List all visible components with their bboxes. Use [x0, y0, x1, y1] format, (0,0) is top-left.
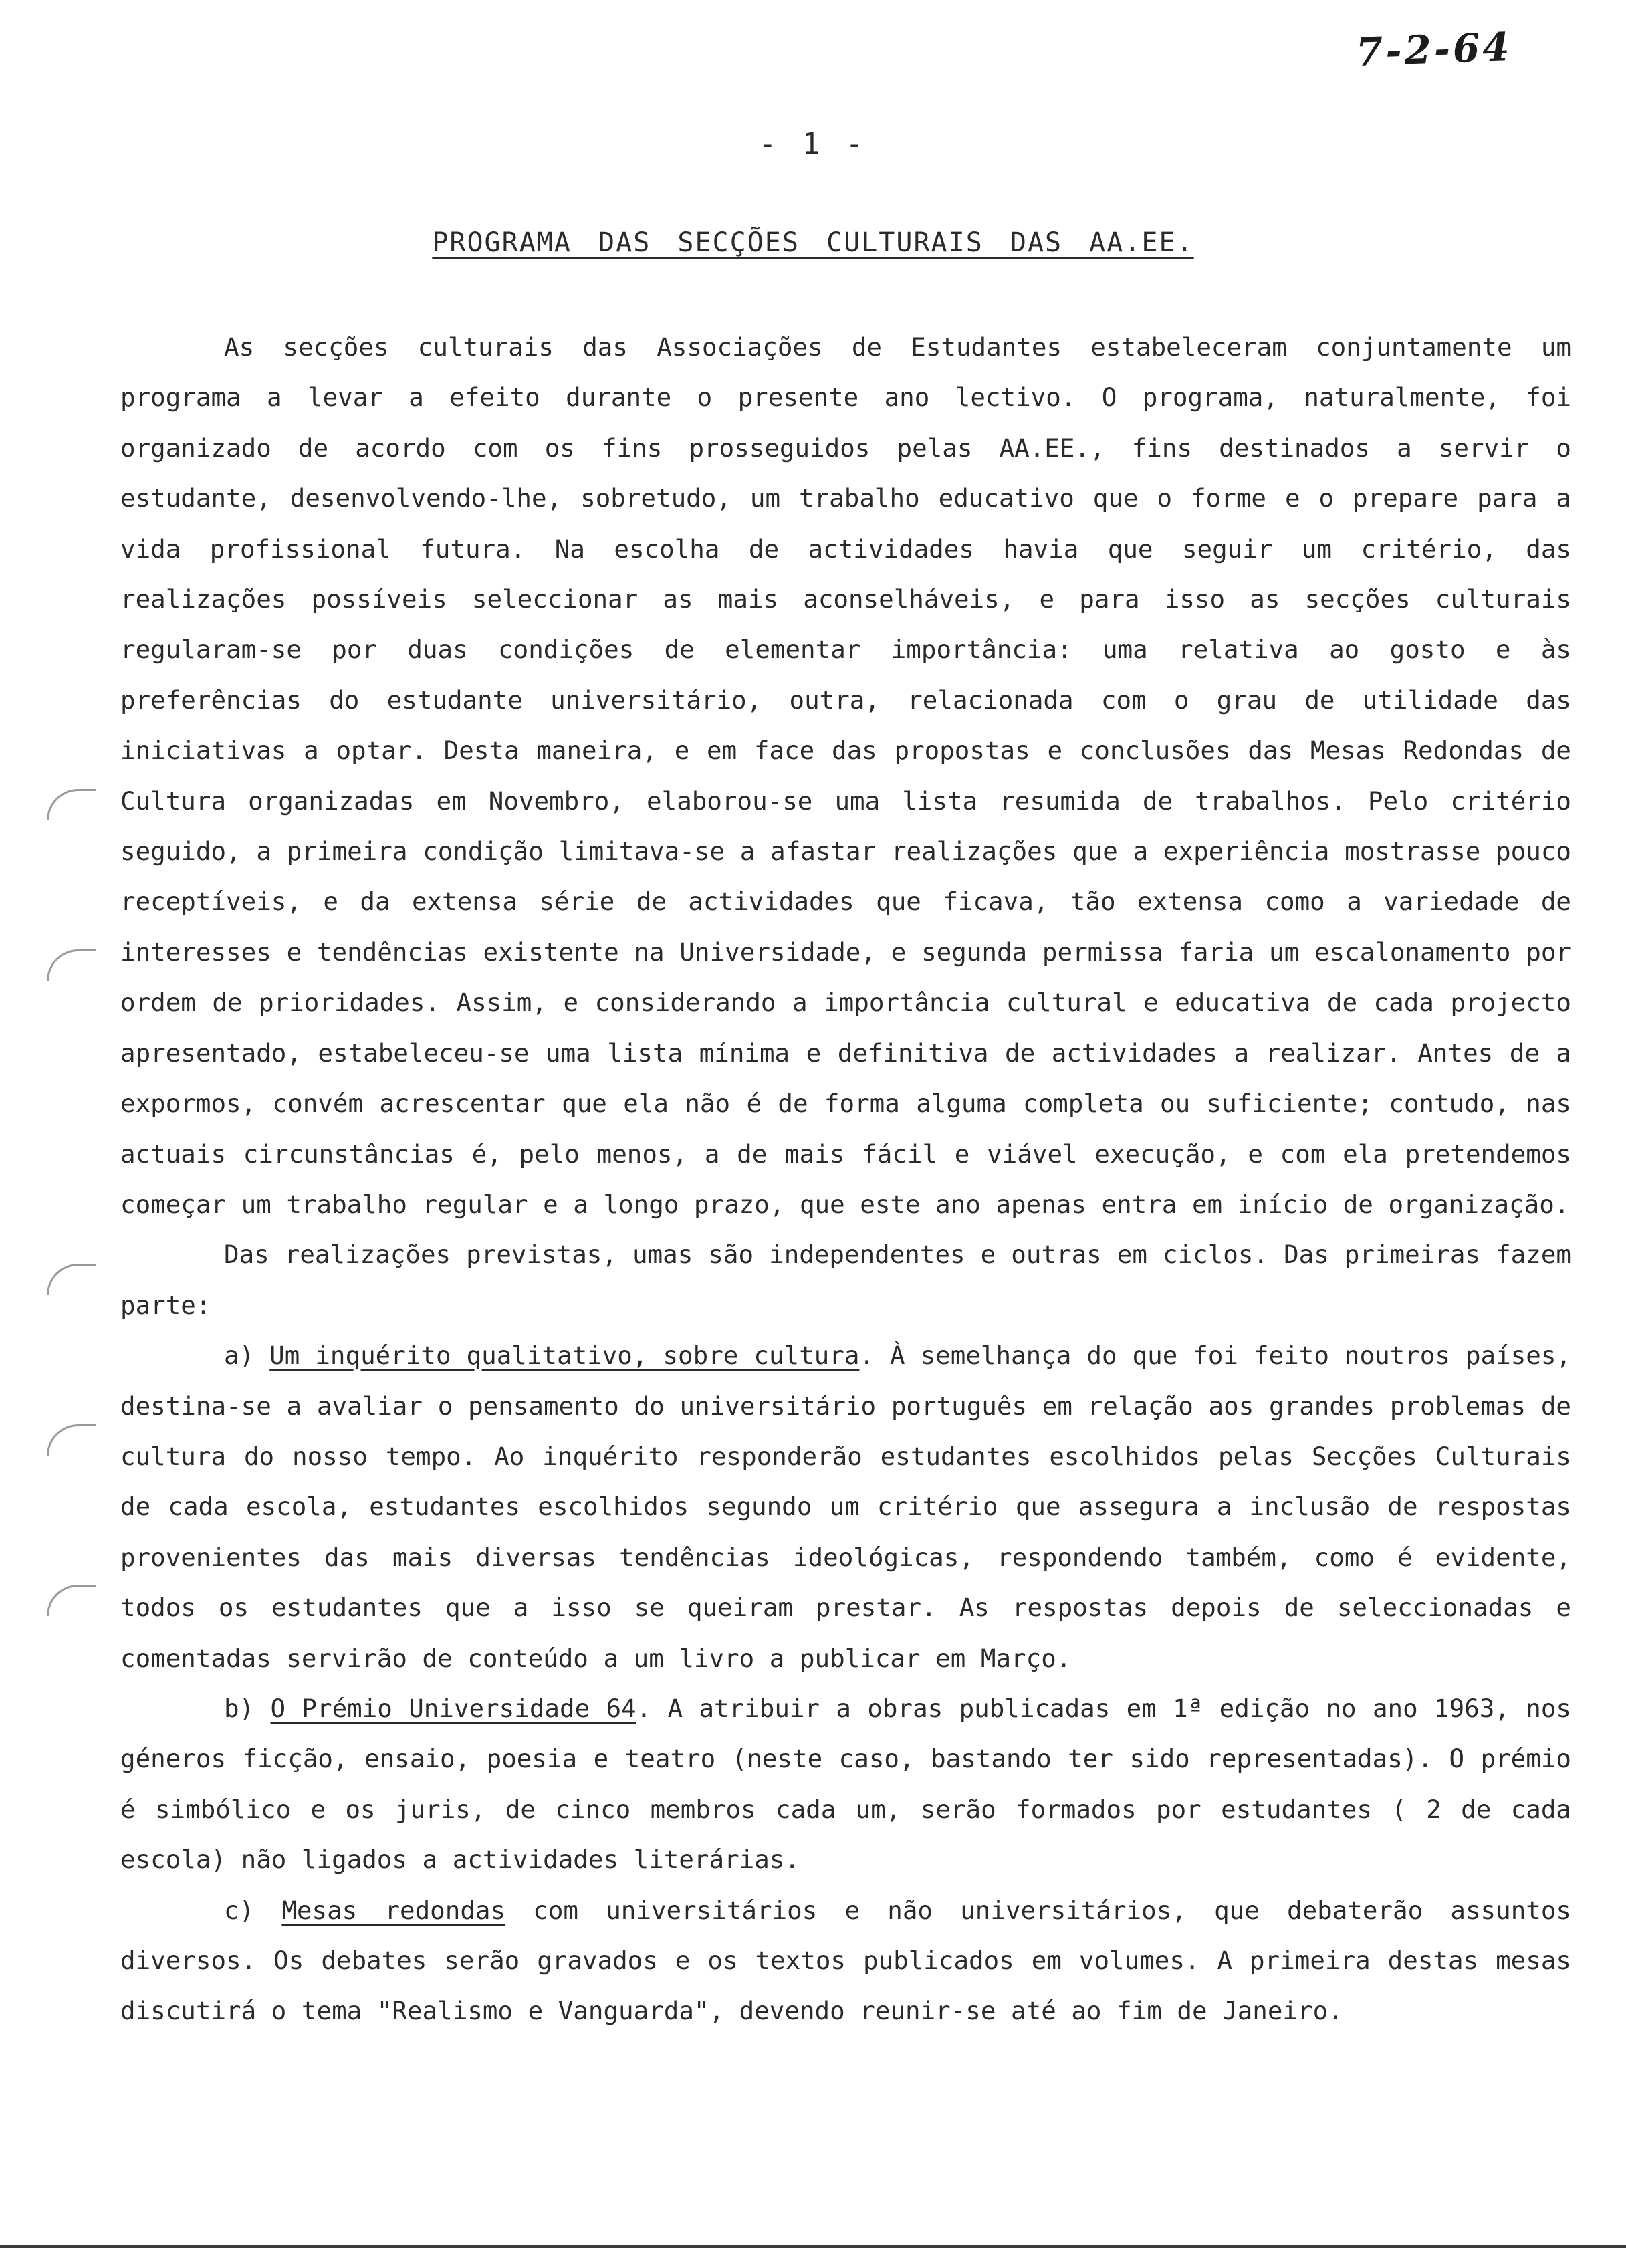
punch-hole-mark [47, 1585, 96, 1616]
page-number: - 1 - [758, 127, 868, 161]
item-text: . À semelhança do que foi feito noutros países, destina-se a avaliar o pensamento do universitário português em relação aos grandes problemas de cultura do nosso tempo. Ao inquérito responderão estudantes escolhidos pelas Secções Culturais de cada escola, estudantes escolhidos segundo um critério que assegura a inclusão de respostas provenientes das mais diversas tendências ideológicas, respondendo também, como é evidente, todos os estudantes que a isso se queiram prestar. As respostas depois de seleccionadas e comentadas servirão de conteúdo a um livro a publicar em Março. [120, 1341, 1572, 1673]
list-item-b [120, 1684, 1571, 1886]
item-heading: Um inquérito qualitativo, sobre cultura [269, 1341, 860, 1371]
item-text: com universitários e não universitários, que debaterão assuntos diversos. Os debates serão gravados e os textos publicados em volumes. A primeira destas mesas discutirá o tema "Realismo e Vanguarda", devendo reunir-se até ao fim de Janeiro. [120, 1895, 1572, 2026]
punch-hole-mark [47, 1424, 96, 1456]
item-text: . A atribuir a obras publicadas em 1ª edição no ano 1963, nos géneros ficção, ensaio, poesia e teatro (neste caso, bastando ter sido representadas). O prémio é simbólico e os juris, de cinco membros cada um, serão formados por estudantes ( 2 de cada escola) não ligados a actividades literárias. [120, 1693, 1571, 1875]
item-heading: Mesas redondas [281, 1895, 506, 1925]
list-item-a [120, 1331, 1571, 1684]
document-title: PROGRAMA DAS SECÇÕES CULTURAIS DAS AA.EE. [432, 227, 1194, 258]
list-item-c [120, 1886, 1571, 2037]
paragraph: Das realizações previstas, umas são independentes e outras em ciclos. Das primeiras fazem parte: [120, 1240, 1571, 1320]
punch-hole-mark [47, 1264, 96, 1295]
document-body [120, 322, 1571, 2037]
punch-hole-mark [47, 789, 96, 820]
item-prefix: a) [224, 1341, 270, 1371]
paragraph: As secções culturais das Associações de Estudantes estabeleceram conjuntamente um programa a levar a efeito durante o presente ano lectivo. O programa, naturalmente, foi organizado de acordo com os fins prosseguidos pelas AA.EE., fins destinados a servir o estudante, desenvolvendo-lhe, sobretudo, um trabalho educativo que o forme e o prepare para a vida profissional futura. Na escolha de actividades havia que seguir um critério, das realizações possíveis seleccionar as mais aconselháveis, e para isso as secções culturais regularam-se por duas condições de elementar importância: uma relativa ao gosto e às preferências do estudante universitário, outra, relacionada com o grau de utilidade das iniciativas a optar. Desta maneira, e em face das propostas e conclusões das Mesas Redondas de Cultura organizadas em Novembro, elaborou-se uma lista resumida de trabalhos. Pelo critério seguido, a primeira condição limitava-se a afastar realizações que a experiência mostrasse pouco receptíveis, e da extensa série de actividades que ficava, tão extensa como a variedade de interesses e tendências existente na Universidade, e segunda permissa faria um escalonamento por ordem de prioridades. Assim, e considerando a importância cultural e educativa de cada projecto apresentado, estabeleceu-se uma lista mínima e definitiva de actividades a realizar. Antes de a expormos, convém acrescentar que ela não é de forma alguma completa ou suficiente; contudo, nas actuais circunstâncias é, pelo menos, a de mais fácil e viável execução, e com ela pretendemos começar um trabalho regular e a longo prazo, que este ano apenas entra em início de organização. [120, 332, 1571, 1219]
punch-hole-mark [47, 949, 96, 981]
item-prefix: c) [224, 1895, 282, 1925]
item-heading: O Prémio Universidade 64 [270, 1693, 636, 1723]
date-annotation: 7-2-64 [1355, 23, 1514, 76]
page-bottom-rule [0, 2245, 1626, 2248]
item-prefix: b) [224, 1693, 271, 1723]
